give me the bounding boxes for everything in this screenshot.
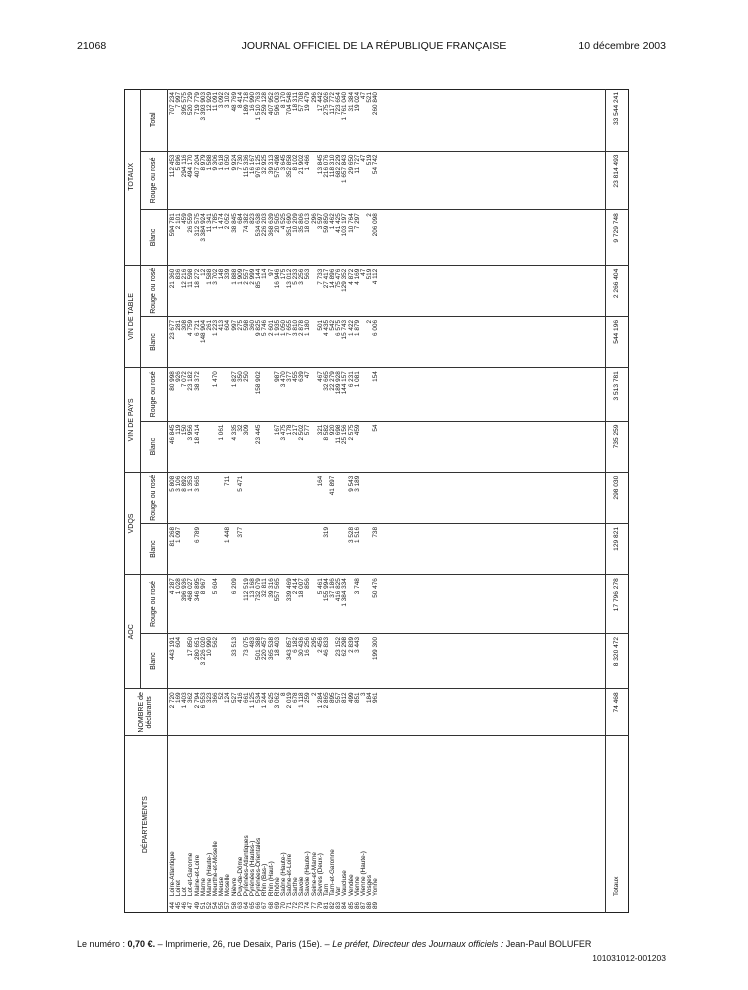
totals-vdp-blanc: 735 259: [605, 421, 629, 472]
header-vin-de-table: VIN DE TABLE: [124, 265, 141, 367]
sub-vdp-rouge: Rouge ou rosé: [141, 368, 168, 421]
publication-date: 10 décembre 2003: [578, 40, 666, 52]
footer-price: 0,70 €.: [127, 939, 156, 949]
footer-label-numero: Le numéro :: [77, 939, 126, 949]
wine-declarations-table: [124, 89, 629, 913]
col-vdt-blanc: 23 677 281 308 4 759 6 721 148 904 261 1 223 413 604 997 275 598 360 9 825 5 746 2 601 1 935 1 050 7 655 3 810 2 878 1 180 501 4 435 542 6 575 15 743 1 422 1 879 2 6 006: [168, 316, 606, 367]
sub-aoc-blanc: Blanc: [141, 633, 168, 688]
table-row-departements: [168, 89, 606, 913]
col-departements: Loire-Atlantique Loiret Lot Lot-et-Garonne Maine-et-Loire Marne Marne (Haute-) Meurthe-et-Moselle Meuse Moselle Nièvre Puy-de-Dôme Pyrénées-Atlantiques Pyrénées (Hautes-) Pyrénées-Orientales Rhin (Bas-) Rhin (Haut-) Rhône Saône (Haute-) Saône-et-Loire Sarthe Savoie Savoie (Haute-) Seine-et-Marne Sèvres (Deux-) Tarn Tarn-et-Garonne Var Vaucluse Vendée Vienne Vienne (Haute-) Vosges Yonne: [169, 835, 380, 897]
totals-vdqs-rouge: 298 030: [605, 472, 629, 523]
totals-aoc-rouge: 17 796 278: [605, 575, 629, 634]
sub-tot-rouge: Rouge ou rosé: [141, 151, 168, 210]
totals-total: 33 544 241: [605, 89, 629, 151]
col-vdqs-rouge: 5 808 3 106 8 892 1 353 3 665 711 5 471 164 41 897 9 543 3 189: [168, 472, 606, 523]
totals-aoc-blanc: 8 320 472: [605, 633, 629, 688]
sub-vdqs-rouge: Rouge ou rosé: [141, 472, 168, 523]
col-tot-rouge: 112 453 5 896 294 116 494 170 407 204 8 979 1 588 9 306 1 618 1 050 9 924 7 730 115 336 16 167 976 125 32 925 39 313 575 498 3 645 352 858 8 102 21 902 1 466 13 845 216 076 118 310 682 229 1 657 843 29 650 11 727 47 519 54 742: [168, 151, 606, 210]
header-totaux: TOTAUX: [124, 89, 141, 265]
rotated-table-container: [124, 89, 629, 913]
totals-tot-blanc: 9 729 748: [605, 210, 629, 265]
col-vdp-blanc: 46 845 119 150 3 956 18 414 1 061 4 335 32 309 23 445 167 3 475 178 217 2 502 577 321 8 582 920 11 698 25 156 2 575 459 54: [168, 421, 606, 472]
col-codes: 44 45 46 47 49 51 52 54 55 57 58 63 64 65 66 67 68 69 70 71 72 73 74 77 79 81 82 83 84 85 86 87 88 89: [169, 901, 380, 909]
sub-vdt-rouge: Rouge ou rosé: [141, 265, 168, 316]
col-aoc-rouge: 4 287 1 028 396 936 468 027 346 895 8 967 5 604 6 209 112 519 13 168 732 079 32 811 39 316 557 565 339 469 2 414 18 007 856 5 461 155 994 37 186 416 825 1 384 334 3 748 50 476: [168, 575, 606, 634]
totals-vdp-rouge: 3 513 781: [605, 368, 629, 421]
totals-vdt-blanc: 544 196: [605, 316, 629, 367]
sub-tot-blanc: Blanc: [141, 210, 168, 265]
totals-row: [605, 89, 629, 913]
totals-tot-rouge: 23 814 493: [605, 151, 629, 210]
sub-vdt-blanc: Blanc: [141, 316, 168, 367]
col-declarants: 2 720 169 1 403 362 2 794 6 553 323 366 52 124 527 416 661 1 125 534 1 244 625 3 062 8 2 019 678 1 118 259 2 1 284 2 865 895 557 812 499 851 3 184 961: [168, 689, 606, 736]
col-vdt-rouge: 21 360 836 12 216 11 598 18 272 12 1 588 3 702 148 339 1 888 1 909 2 557 2 999 85 144 114 97 16 946 175 13 012 5 233 3 256 563 7 733 27 417 14 896 75 476 129 352 4 872 4 169 47 519 4 112: [168, 265, 606, 316]
sub-vdqs-blanc: Blanc: [141, 523, 168, 574]
header-departements: DÉPARTEMENTS: [124, 736, 168, 913]
col-tot-blanc: 594 781 2 101 459 26 559 312 575 3 384 924 11 341 1 785 1 474 2 052 38 845 684 74 382 823 534 638 226 203 368 639 20 505 4 525 351 690 10 209 35 806 18 013 296 3 597 59 850 1 462 41 425 103 197 10 764 7 297 2 206 098: [168, 210, 606, 265]
header-vin-de-pays: VIN DE PAYS: [124, 368, 141, 473]
footer-line: [77, 939, 591, 949]
totals-label: Totaux: [605, 736, 629, 898]
footer-prefet: Le préfet, Directeur des Journaux officiels :: [332, 939, 504, 949]
footer-reference: 101031012-001203: [592, 953, 666, 963]
header-aoc: AOC: [124, 575, 141, 689]
col-vdp-rouge: 80 998 926 7 072 23 182 38 372 1 470 1 827 350 250 158 902 987 3 470 377 455 639 47 467 32 665 22 279 189 928 144 157 6 231 1 081 154: [168, 368, 606, 421]
col-total: 707 234 7 997 395 575 520 729 719 779 3 393 903 12 929 11 091 3 092 3 102 48 769 8 414 189 718 16 990 1 510 763 259 128 407 952 596 003 8 170 704 548 18 311 57 708 19 479 296 17 442 275 926 117 772 723 654 1 761 040 31 384 19 024 47 521 260 840: [168, 89, 606, 151]
sub-total: Total: [141, 89, 168, 151]
header-nombre: NOMBRE de déclarants: [124, 689, 168, 736]
totals-code-cell: [605, 898, 629, 913]
col-vdqs-blanc: 81 268 1 097 6 789 1 448 377 319 3 528 1 516 738: [168, 523, 606, 574]
sub-vdp-blanc: Blanc: [141, 421, 168, 472]
footer-printer: – Imprimerie, 26, rue Desaix, Paris (15e). –: [157, 939, 330, 949]
journal-title: JOURNAL OFFICIEL DE LA RÉPUBLIQUE FRANÇAISE: [241, 40, 507, 52]
col-aoc-blanc: 443 191 604 17 850 280 651 3 226 020 10 990 562 33 513 73 075 483 501 388 220 457 365 538 18 403 343 857 6 182 30 436 16 256 295 2 456 46 833 23 152 62 298 2 839 3 443 199 300: [168, 633, 606, 688]
totals-vdqs-blanc: 129 821: [605, 523, 629, 574]
page-number: 21068: [77, 40, 107, 52]
sub-aoc-rouge: Rouge ou rosé: [141, 575, 168, 634]
totals-declarants: 74 468: [605, 689, 629, 736]
footer-director: Jean-Paul BOLUFER: [505, 939, 592, 949]
header-vdqs: VDQS: [124, 472, 141, 574]
totals-vdt-rouge: 2 266 404: [605, 265, 629, 316]
